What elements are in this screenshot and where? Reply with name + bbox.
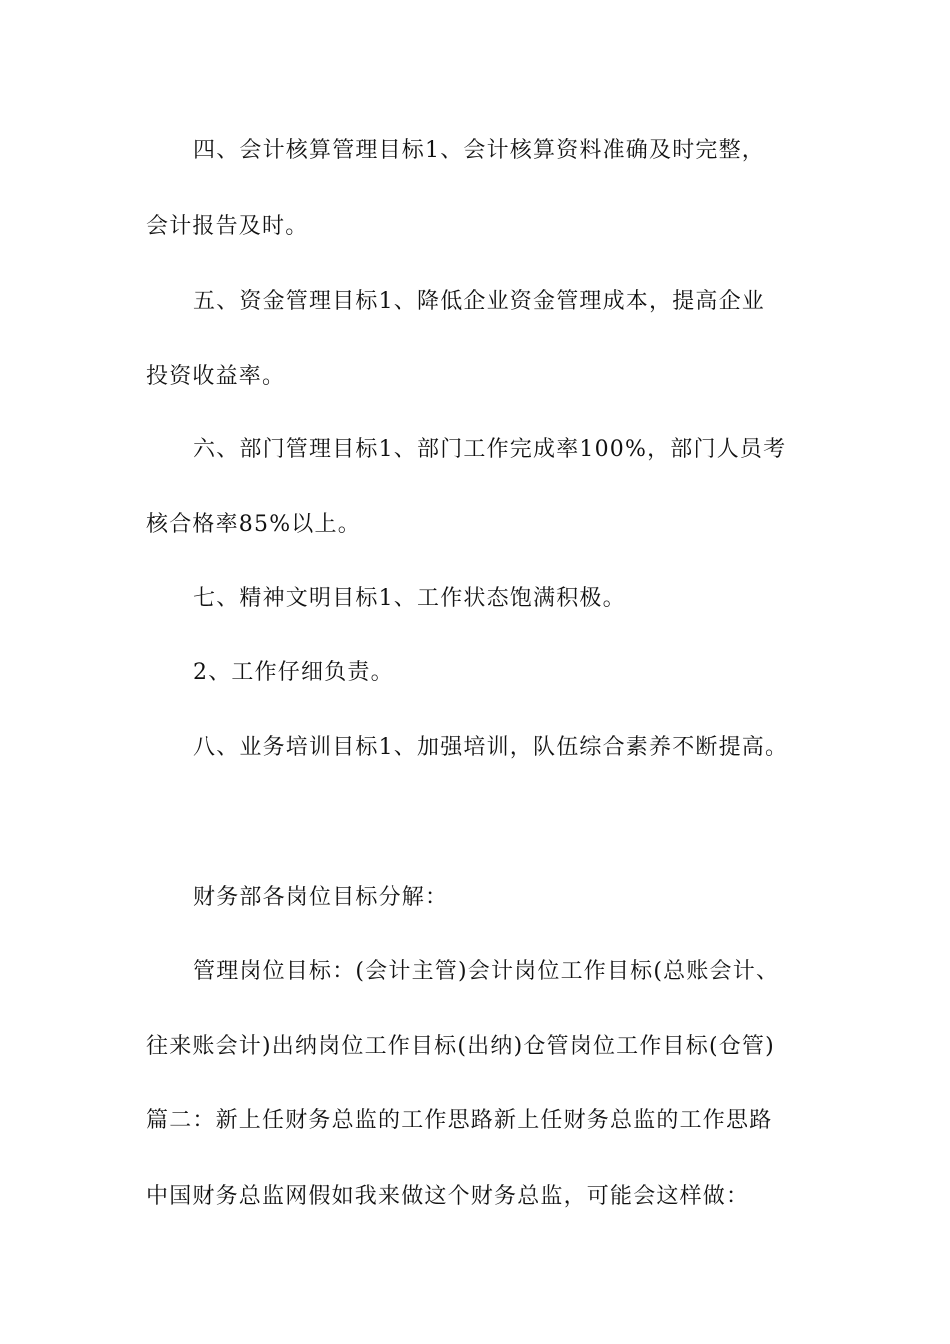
paragraph-line: 投资收益率。 [146,364,286,389]
paragraph-line: 中国财务总监网假如我来做这个财务总监，可能会这样做： [146,1184,750,1209]
paragraph-line: 财务部各岗位目标分解： [193,885,449,910]
paragraph-line: 会计报告及时。 [146,214,309,239]
paragraph-line: 六、部门管理目标1、部门工作完成率100%，部门人员考 [193,437,787,462]
paragraph-line: 核合格率85%以上。 [146,512,361,537]
paragraph-line: 四、会计核算管理目标1、会计核算资料准确及时完整， [193,138,765,163]
paragraph-line: 往来账会计)出纳岗位工作目标(出纳)仓管岗位工作目标(仓管) [146,1034,775,1059]
paragraph-line: 2、工作仔细负责。 [193,660,394,685]
paragraph-line: 七、精神文明目标1、工作状态饱满积极。 [193,586,626,611]
paragraph-line: 八、业务培训目标1、加强培训，队伍综合素养不断提高。 [193,735,789,760]
paragraph-line: 篇二：新上任财务总监的工作思路新上任财务总监的工作思路 [146,1108,773,1133]
paragraph-line: 五、资金管理目标1、降低企业资金管理成本，提高企业 [193,289,765,314]
paragraph-line: 管理岗位目标：(会计主管)会计岗位工作目标(总账会计、 [193,959,780,984]
